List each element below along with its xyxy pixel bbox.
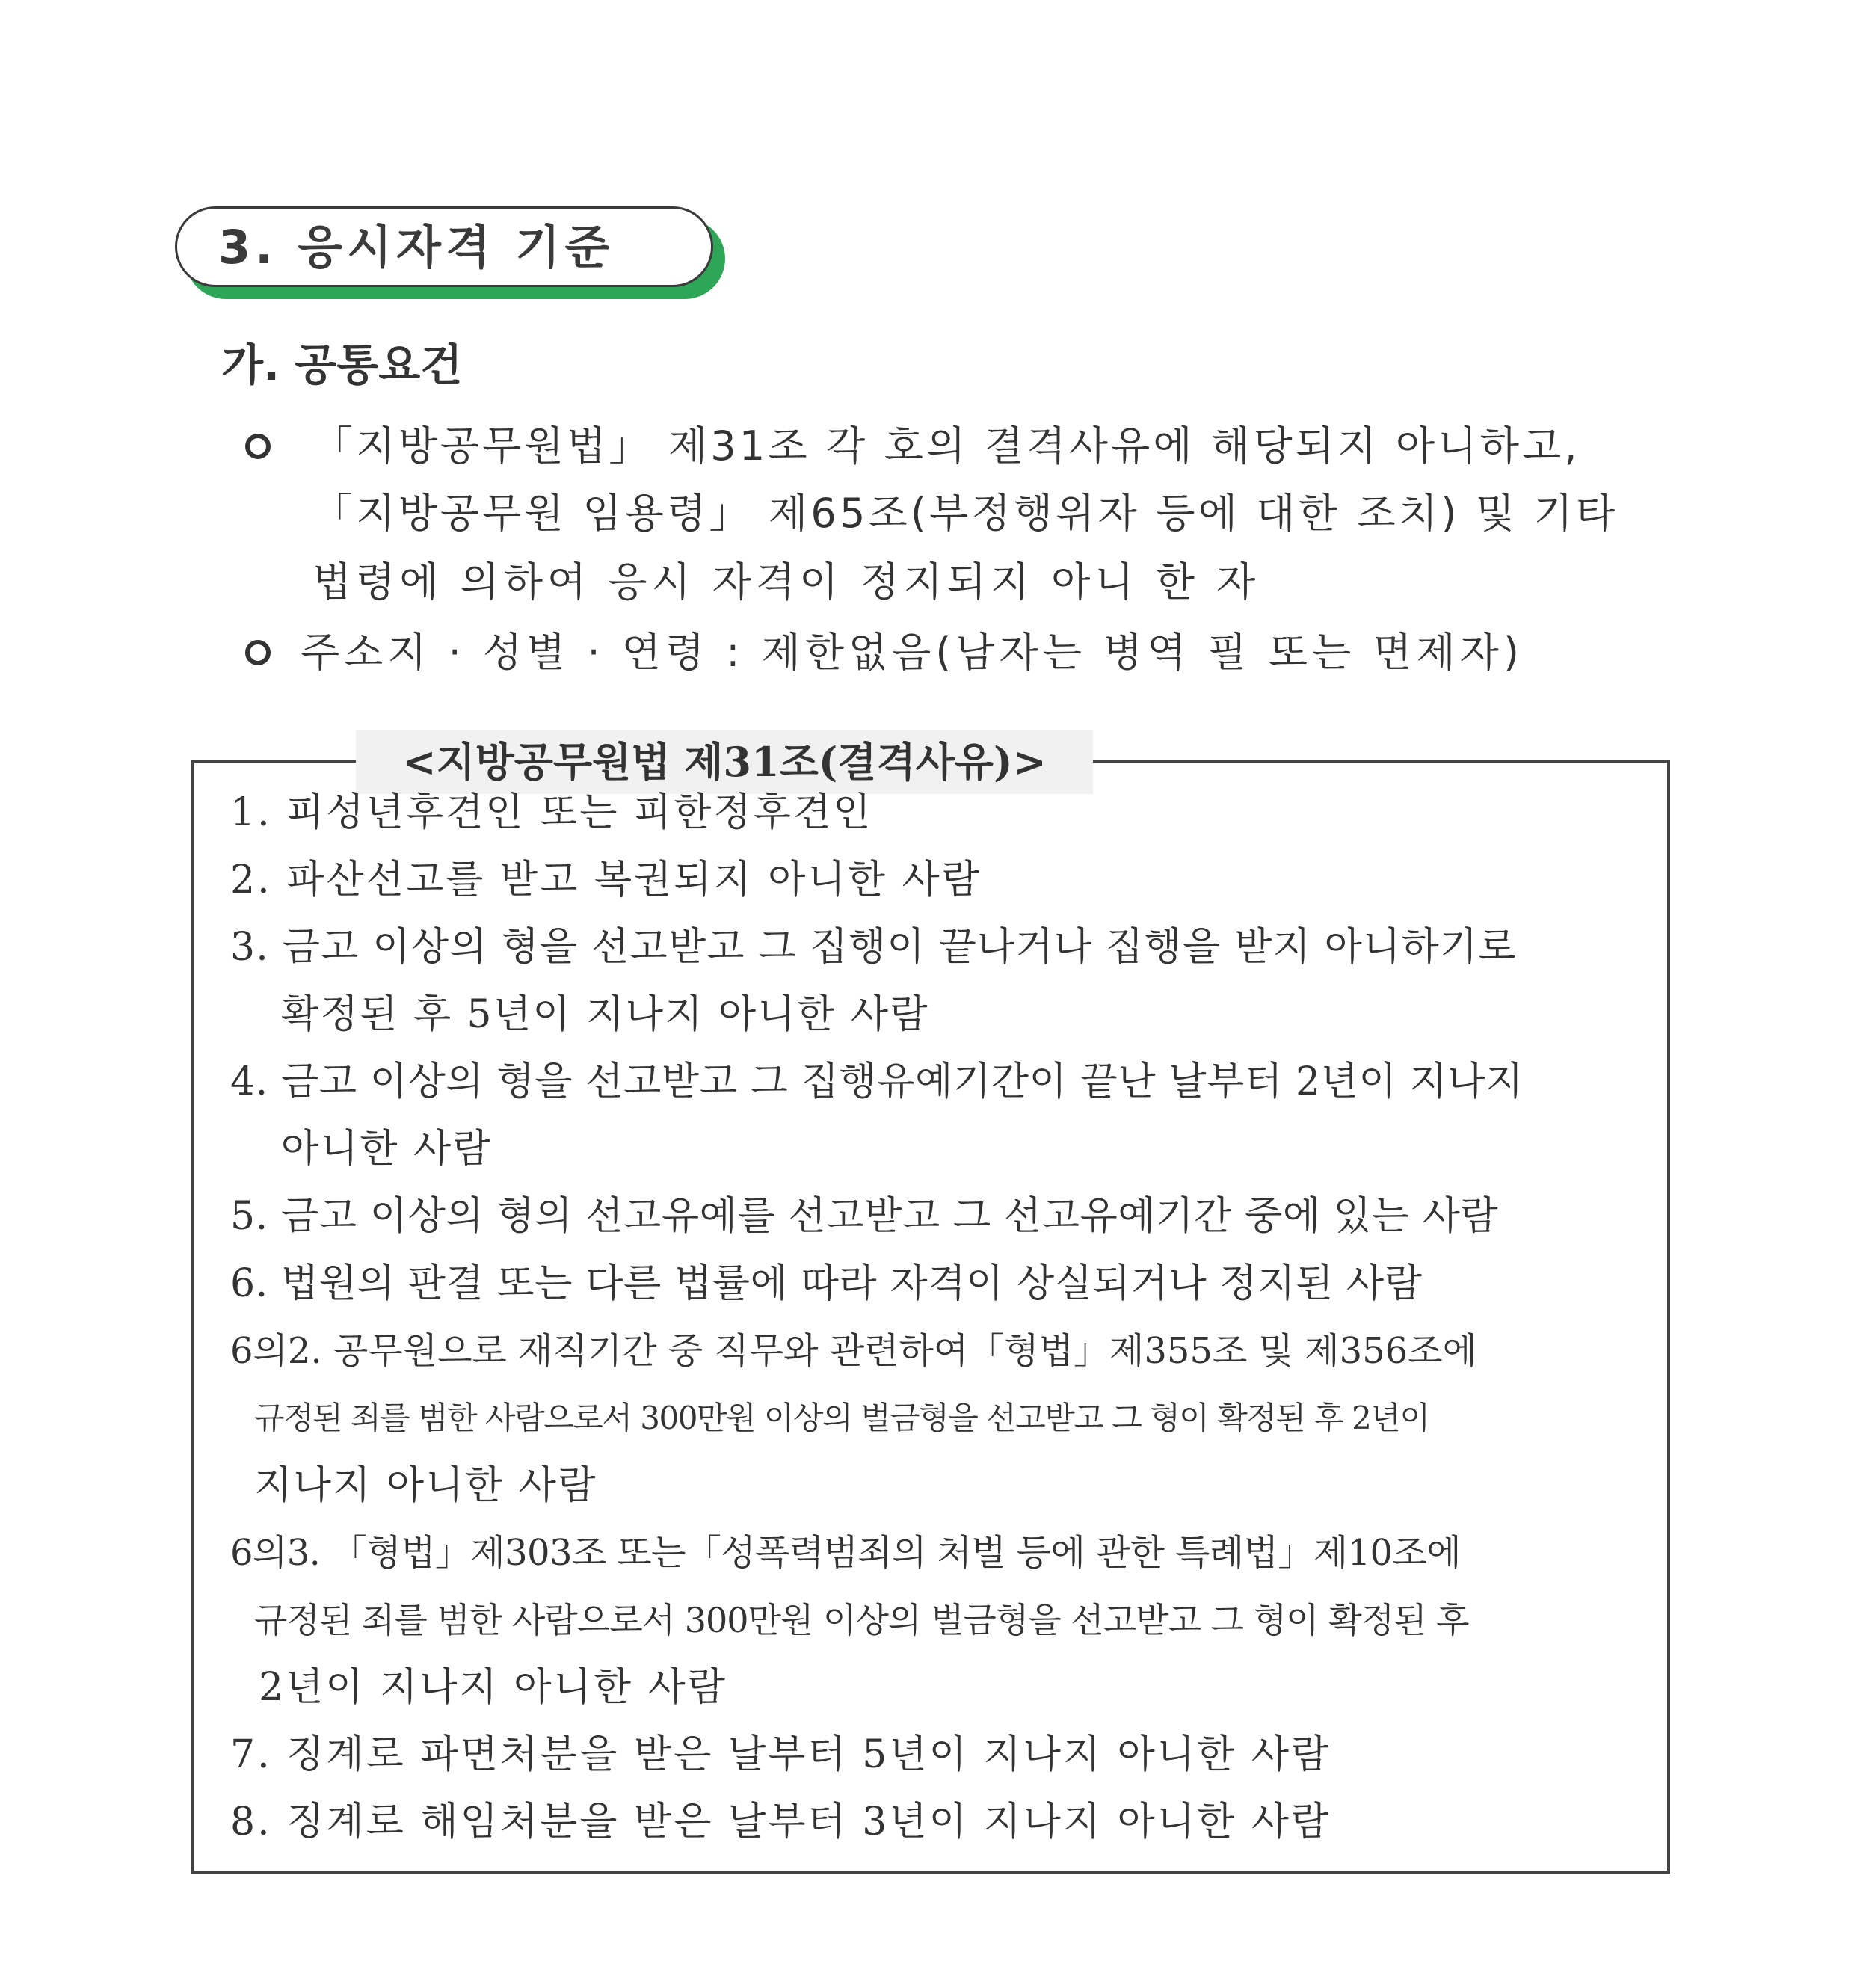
box-line: 4. 금고 이상의 형을 선고받고 그 집행유예기간이 끝난 날부터 2년이 지나지 — [230, 1059, 1524, 1104]
box-line: 3. 금고 이상의 형을 선고받고 그 집행이 끝나거나 집행을 받지 아니하기로 — [230, 925, 1517, 970]
box-line: 7. 징계로 파면처분을 받은 날부터 5년이 지나지 아니한 사람 — [230, 1732, 1331, 1777]
box-line: 지나지 아니한 사람 — [254, 1463, 597, 1508]
box-line: 규정된 죄를 범한 사람으로서 300만원 이상의 벌금형을 선고받고 그 형이 확정된 후 — [254, 1600, 1469, 1640]
box-line: 규정된 죄를 범한 사람으로서 300만원 이상의 벌금형을 선고받고 그 형이 확정된 후 2년이 — [254, 1400, 1429, 1436]
requirement-1-line-2: 「지방공무원 임용령」 제65조(부정행위자 등에 대한 조치) 및 기타 — [312, 490, 1619, 537]
box-line: 6의3. 「형법」제303조 또는「성폭력범죄의 처벌 등에 관한 특례법」제10조에 — [230, 1532, 1461, 1574]
box-line: 6. 법원의 판결 또는 다른 법률에 따라 자격이 상실되거나 정지된 사람 — [230, 1261, 1423, 1306]
box-line: 8. 징계로 해임처분을 받은 날부터 3년이 지나지 아니한 사람 — [230, 1800, 1331, 1844]
box-line: 아니한 사람 — [281, 1127, 493, 1172]
requirement-1-line-3: 법령에 의하여 응시 자격이 정지되지 아니 한 자 — [312, 558, 1260, 606]
box-title: <지방공무원법 제31조(결격사유)> — [402, 738, 1047, 786]
requirement-1-line-1: 「지방공무원법」 제31조 각 호의 결격사유에 해당되지 아니하고, — [312, 422, 1580, 470]
box-line: 2년이 지나지 아니한 사람 — [259, 1665, 727, 1710]
subsection-title: 가. 공통요건 — [221, 339, 463, 390]
box-line: 6의2. 공무원으로 재직기간 중 직무와 관련하여「형법」제355조 및 제356조에 — [230, 1330, 1477, 1372]
requirement-2-line-1: 주소지 · 성별 · 연령 : 제한없음(남자는 병역 필 또는 면제자) — [301, 629, 1524, 676]
circle-bullet-icon — [245, 640, 271, 665]
box-line: 5. 금고 이상의 형의 선고유예를 선고받고 그 선고유예기간 중에 있는 사람 — [230, 1194, 1499, 1239]
circle-bullet-icon — [245, 434, 271, 459]
box-line: 확정된 후 5년이 지나지 아니한 사람 — [281, 992, 929, 1037]
box-line: 1. 피성년후견인 또는 피한정후견인 — [230, 790, 873, 835]
box-line: 2. 파산선고를 받고 복권되지 아니한 사람 — [230, 858, 982, 902]
section-title: 3. 응시자격 기준 — [218, 220, 615, 274]
